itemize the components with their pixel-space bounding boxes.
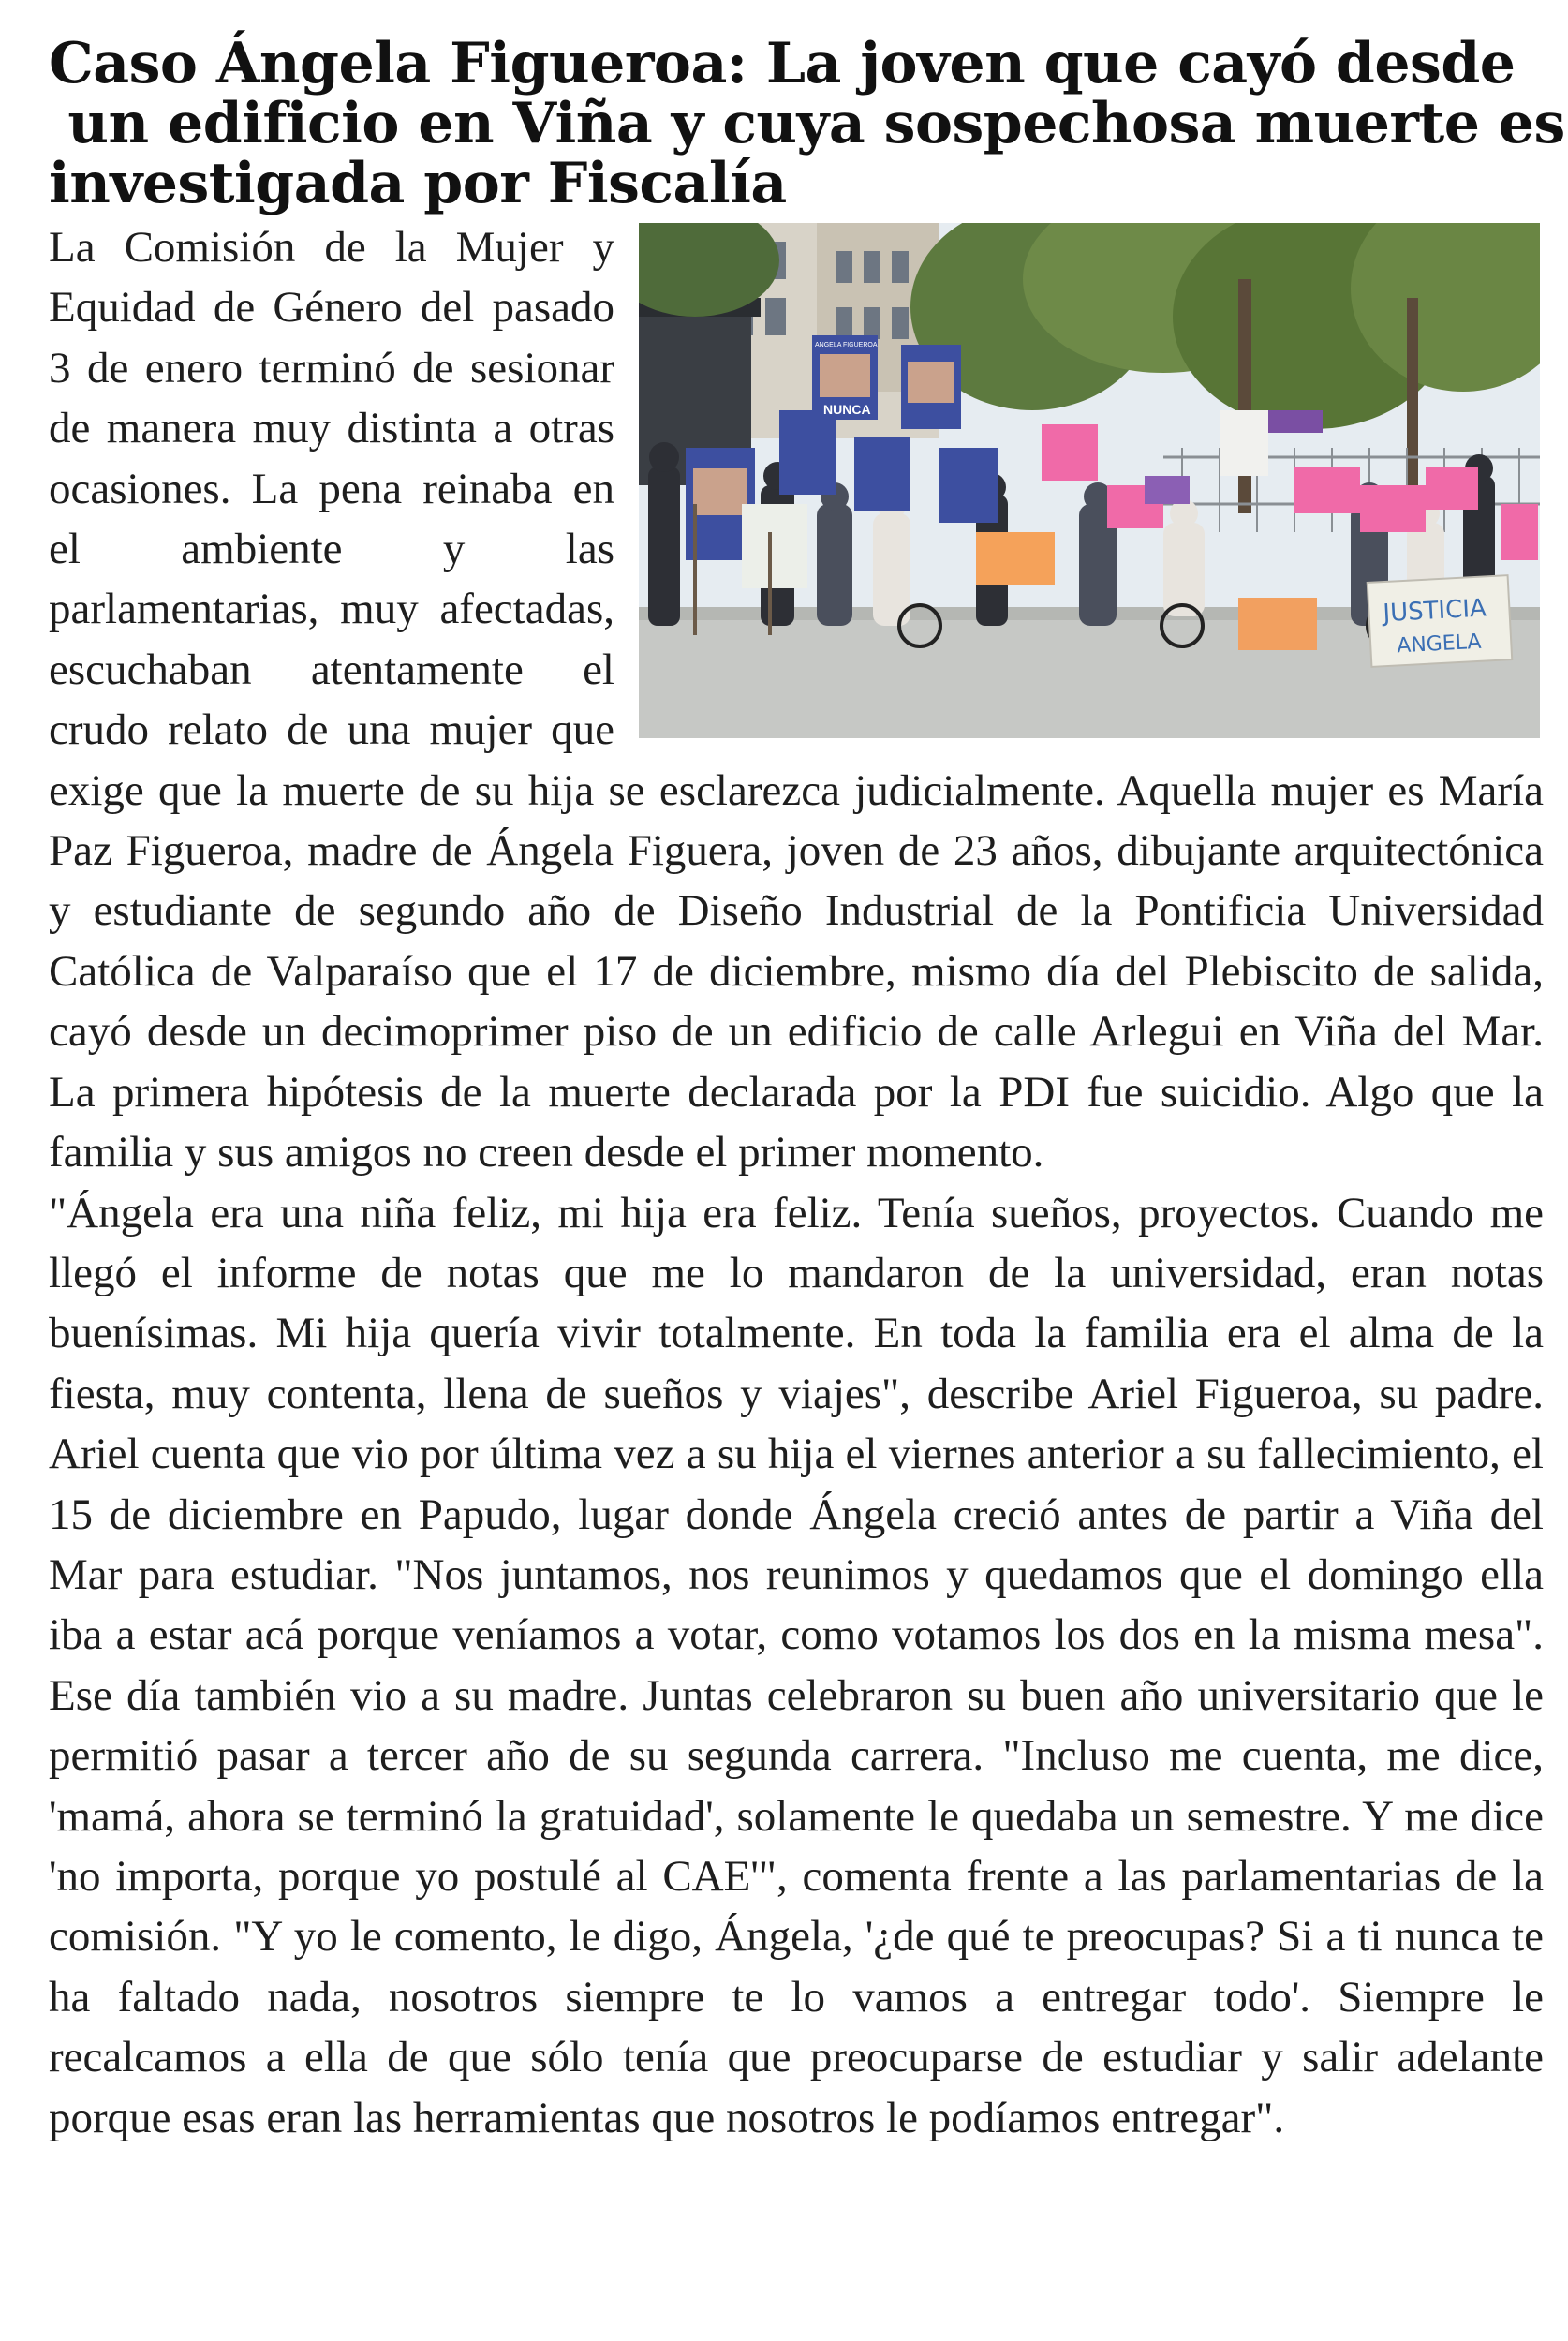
protest-photo — [639, 223, 1540, 738]
article-paragraph-1: La Comisión de la Mujer y Equidad de Género del pasado 3 de enero terminó de sesionar de manera muy distinta a otras ocasiones. La pena reinaba en el ambiente y las parlamentarias, muy afectadas, escuchaban atentamente el crudo relato de una mujer que exige que la muerte de su hija se esclarezca judicialmente. Aquella mujer es María Paz Figueroa, madre de Ángela Figuera, joven de 23 años, dibujante arquitectónica y estudiante de segundo año de Diseño Industrial de la Pontificia Universidad Católica de Valparaíso que el 17 de diciembre, mismo día del Plebiscito de salida, cayó desde un decimoprimer piso de un edificio de calle Arlegui en Viña del Mar. La primera hipótesis de la muerte declarada por la PDI fue suicidio. Algo que la familia y sus amigos no creen desde el primer momento. — [49, 223, 1544, 1178]
headline-line-3: investigada por Fiscalía — [49, 151, 787, 216]
article-paragraph-2: "Ángela era una niña feliz, mi hija era feliz. Tenía sueños, proyectos. Cuando me llegó el informe de notas que me lo mandaron de la universidad, eran notas buenísimas. Mi hija quería vivir totalmente. En toda la familia era el alma de la fiesta, muy contenta, llena de sueños y viajes", describe Ariel Figueroa, su padre. Ariel cuenta que vio por última vez a su hija el viernes anterior a su fallecimiento, el 15 de diciembre en Papudo, lugar donde Ángela creció antes de partir a Viña del Mar para estudiar. "Nos juntamos, nos reunimos y quedamos que el domingo ella iba a estar acá porque veníamos a votar, como votamos los dos en la misma mesa". Ese día también vio a su madre. Juntas celebraron su buen año universitario que le permitió pasar a tercer año de su segunda carrera. "Incluso me cuenta, me dice, 'mamá, ahora se terminó la gratuidad', solamente le quedaba un semestre. Y me dice 'no importa, porque yo postulé al CAE'", comenta frente a las parlamentarias de la comisión. "Y yo le comento, le digo, Ángela, '¿de qué te preocupas? Si a ti nunca te ha faltado nada, nosotros siempre te lo vamos a entregar todo'. Siempre le recalcamos a ella de que sólo tenía que preocuparse de estudiar y salir adelante porque esas eran las herramientas que nosotros le podíamos entregar". — [49, 1188, 1544, 2142]
nunca-sign-subtext: ANGELA FIGUEROA — [815, 342, 878, 348]
nunca-sign-text: NUNCA — [823, 402, 871, 417]
justicia-sign-line2: ANGELA — [1396, 630, 1483, 659]
article-headline — [49, 31, 1565, 216]
headline-line-1: Caso Ángela Figueroa: La joven que cayó desde — [49, 31, 1516, 96]
article-body — [49, 217, 1544, 2148]
justicia-sign-line1: JUSTICIA — [1382, 594, 1487, 629]
headline-line-2: un edificio en Viña y cuya sospechosa muerte es — [49, 91, 1565, 156]
protest-photo-illustration — [639, 223, 1540, 738]
